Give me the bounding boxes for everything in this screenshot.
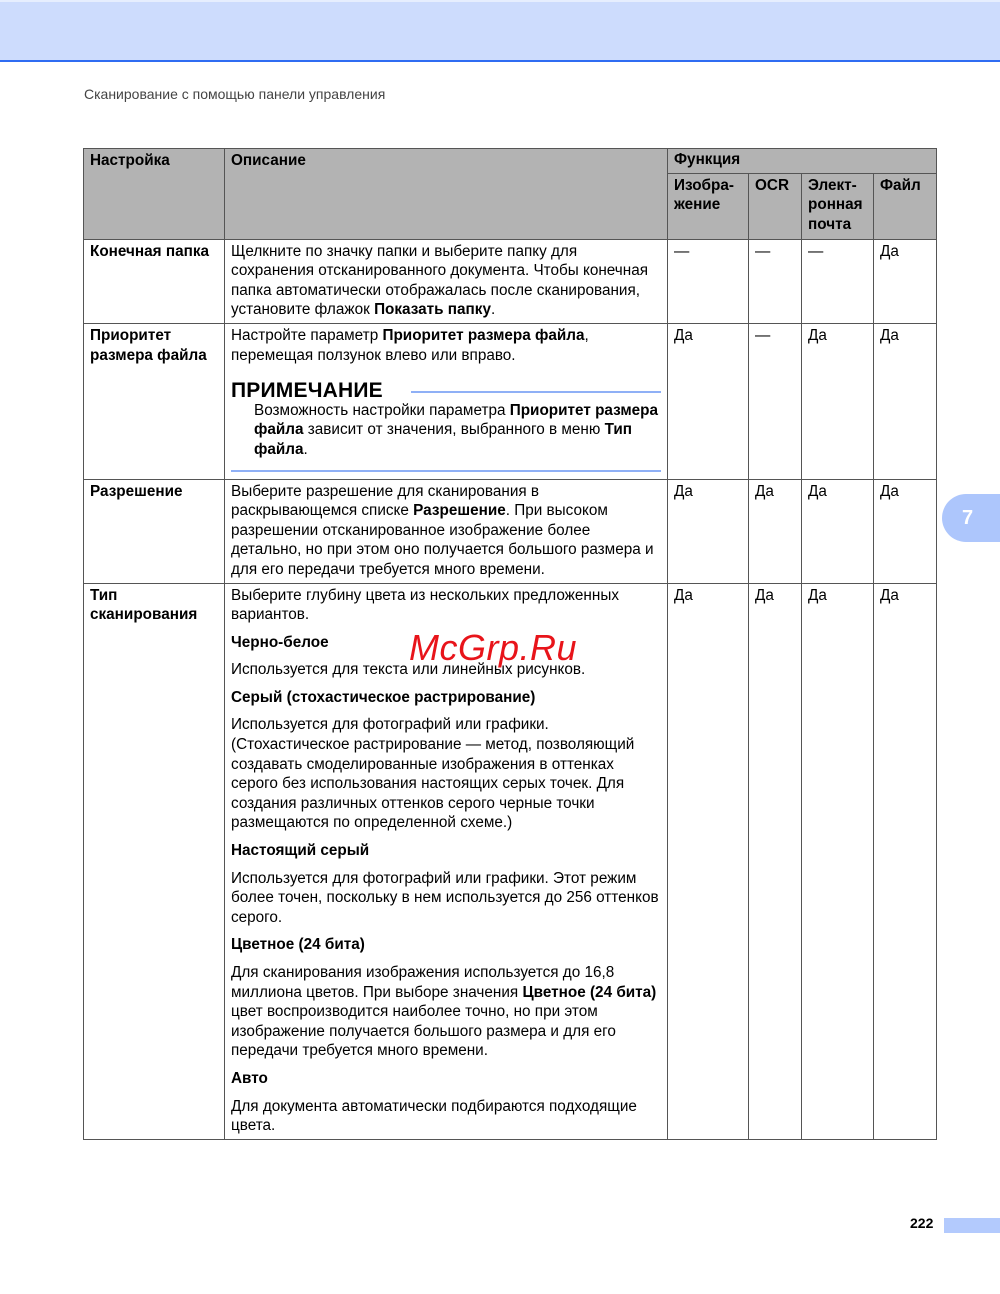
note-title: ПРИМЕЧАНИЕ (231, 379, 383, 403)
page-number-bar (944, 1218, 1000, 1233)
running-header: Сканирование с помощью панели управления (84, 86, 386, 102)
chapter-tab: 7 (942, 494, 1000, 542)
value-email: Да (802, 479, 874, 583)
option-title: Цветное (24 бита) (231, 936, 365, 954)
header-ocr: OCR (749, 173, 802, 239)
value-email: — (802, 239, 874, 323)
setting-description: Щелкните по значку папки и выберите папку для сохранения отсканированного документа. Чтобы конечная папка автоматически отображалась после сканирования, установите флажок Показать папку. (225, 239, 668, 323)
header-function: Функция (668, 149, 937, 174)
note-rule (411, 391, 661, 393)
header-email: Элект- ронная почта (802, 173, 874, 239)
header-image: Изобра- жение (668, 173, 749, 239)
option-title: Авто (231, 1069, 268, 1087)
option-text: Для сканирования изображения используется до 16,8 миллиона цветов. При выборе значения Цветное (24 бита) цвет воспроизводится наиболее точно, но при этом изображение получается большого размера и для его передачи требуется много времени. (231, 964, 657, 1060)
option-text: Используется для фотографий или графики. Этот режим более точен, поскольку в нем используется до 256 оттенков серого. (231, 869, 659, 926)
header-setting: Настройка (84, 149, 225, 240)
note-bottom-rule (231, 470, 661, 472)
header-band (0, 0, 1000, 62)
value-image: Да (668, 583, 749, 1139)
value-file: Да (874, 479, 937, 583)
option-title: Серый (стохастическое растрирование) (231, 688, 536, 706)
setting-description: Выберите разрешение для сканирования в раскрывающемся списке Разрешение. При высоком разрешении отсканированное изображение более детально, но при этом оно получается большого размера и для его передачи требуется много времени. (225, 479, 668, 583)
setting-name: Тип сканирования (84, 583, 225, 1139)
note-text: Возможность настройки параметра Приоритет размера файла зависит от значения, выбранного в меню Тип файла. (254, 401, 659, 458)
setting-name: Разрешение (84, 479, 225, 583)
value-file: Да (874, 323, 937, 479)
note-box (231, 381, 661, 471)
header-file: Файл (874, 173, 937, 239)
value-ocr: — (749, 239, 802, 323)
value-ocr: Да (749, 479, 802, 583)
option-title: Черно-белое (231, 633, 329, 651)
header-description: Описание (225, 149, 668, 240)
value-email: Да (802, 323, 874, 479)
page-number: 222 (910, 1215, 934, 1231)
watermark: McGrp.Ru (409, 627, 578, 668)
table-row (84, 239, 937, 323)
value-image: — (668, 239, 749, 323)
value-email: Да (802, 583, 874, 1139)
value-file: Да (874, 583, 937, 1139)
value-file: Да (874, 239, 937, 323)
value-image: Да (668, 323, 749, 479)
option-text: Используется для текста или линейных рисунков. (231, 661, 586, 679)
option-text: Для документа автоматически подбираются подходящие цвета. (231, 1097, 637, 1135)
option-title: Настоящий серый (231, 842, 370, 860)
setting-name: Приоритет размера файла (84, 323, 225, 479)
table-header-row (84, 149, 937, 174)
value-ocr: — (749, 323, 802, 479)
value-ocr: Да (749, 583, 802, 1139)
table-row (84, 323, 937, 479)
option-text: Используется для фотографий или графики. (Стохастическое растрирование — метод, позволяющий создавать смоделированные изображения в оттенках серого без использования настоящих серых точек. Для создания различных оттенков серого черные точки размещаются по определенной схеме.) (231, 716, 635, 832)
setting-name: Конечная папка (84, 239, 225, 323)
header-rule (0, 60, 1000, 62)
scan-type-intro: Выберите глубину цвета из нескольких предложенных вариантов. (231, 586, 619, 624)
value-image: Да (668, 479, 749, 583)
table-row (84, 479, 937, 583)
setting-description: Настройте параметр Приоритет размера файла, перемещая ползунок влево или вправо. ПРИМЕЧАНИЕ Возможность настройки параметра Приоритет размера файла зависит от значения, выбранного в меню Тип файла. (225, 323, 668, 479)
